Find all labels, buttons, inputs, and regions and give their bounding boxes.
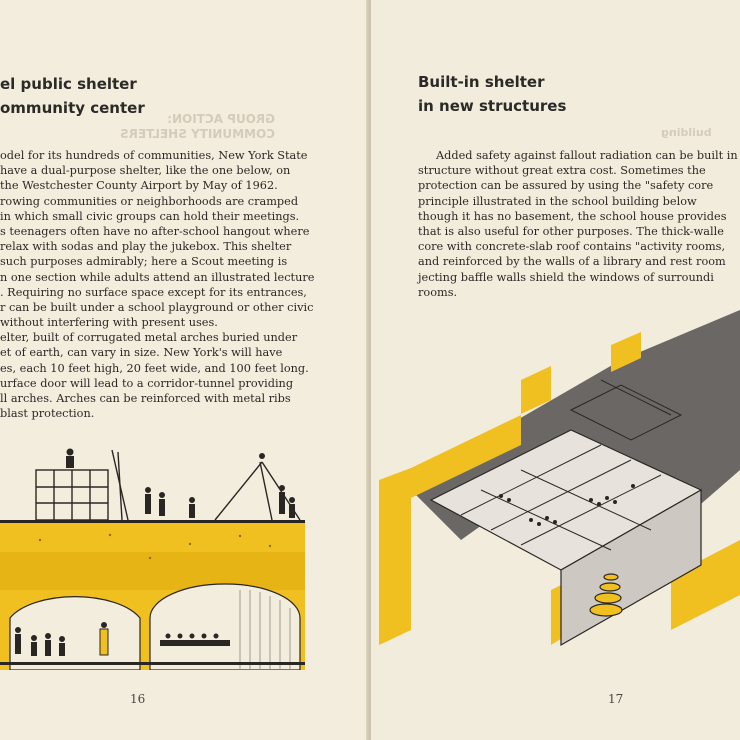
school-cutaway-illustration — [371, 300, 740, 650]
page-number: 17 — [608, 692, 624, 706]
shelter-illustration — [0, 440, 369, 670]
body-text: Added safety against fallout radiation can be built in structure without great extra cost. Sometimes the protection can be assured by using the "safety core principle illustrated in the school building below though it has no basement, the school house provides that is also useful for other purposes. The thick-walle core with concrete-slab roof contains "activity rooms, and reinforced by the walls of a library and rest room jecting baffle walls shield the windows of surroundi rooms. — [418, 149, 738, 299]
show-through-text: building — [661, 126, 712, 139]
left-page — [0, 0, 369, 740]
page-heading: Built-in shelter in new structures — [418, 73, 567, 115]
show-through-text: GROUP ACTION: COMMUNITY SHELTERS — [120, 112, 276, 141]
page-heading: el public shelter ommunity center — [0, 75, 145, 117]
body-text: odel for its hundreds of communities, New York State have a dual-purpose shelter, like the one below, on the Westchester County Airport by May of 1962. rowing communities or neighborhoods are cramped in which small civic groups can hold their meetings. s teenagers often have no after-school hangout where relax with sodas and play the jukebox. This shelter such purposes admirably; here a Scout meeting is n one section while adults attend an illustrated lecture . Requiring no surface space except for its entrances, r can be built under a school playground or other civic without interfering with present uses. elter, built of corrugated metal arches buried under et of earth, can vary in size. New York's will have es, each 10 feet high, 20 feet wide, and 100 feet long. urface door will lead to a corridor-tunnel providing ll arches. Arches can be reinforced with metal ribs blast protection. — [0, 149, 315, 421]
right-page — [371, 0, 740, 740]
page-number: 16 — [130, 692, 146, 706]
